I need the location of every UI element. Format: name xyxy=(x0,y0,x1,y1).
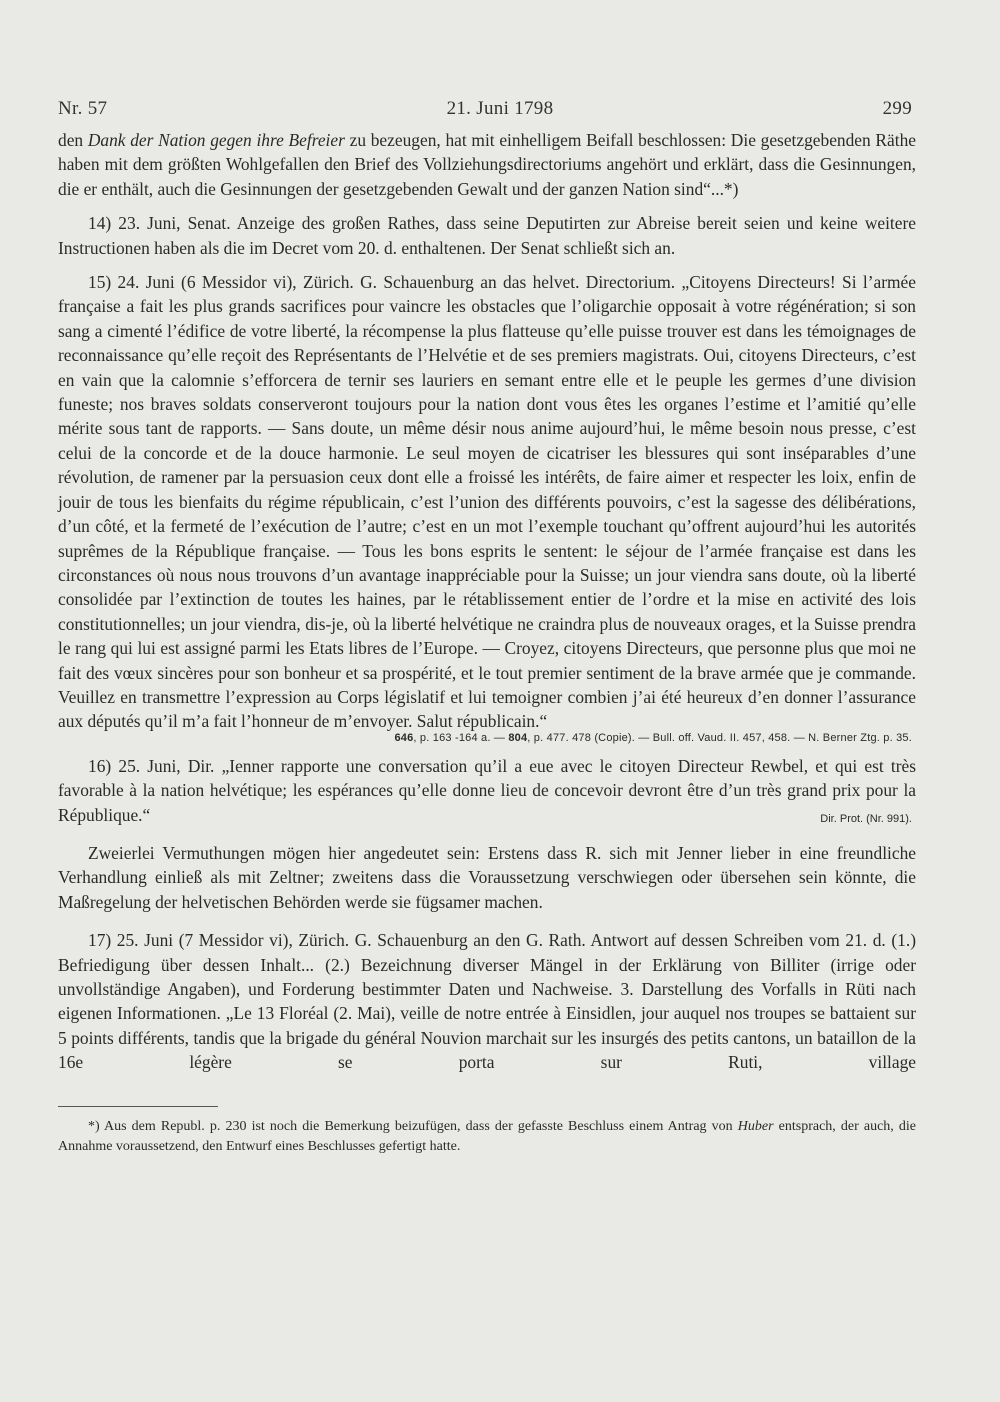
main-text xyxy=(58,128,916,1085)
text-run: *) Aus dem Republ. p. 230 ist noch die Bemerkung beizufügen, dass der gefasste Beschluss einem Antrag von xyxy=(88,1119,738,1134)
source-ref: , p. 163 -164 a. — xyxy=(413,731,509,744)
source-ref: 646 xyxy=(394,731,414,744)
italic-name: Huber xyxy=(737,1119,774,1134)
page-number: 299 xyxy=(882,98,912,119)
paragraph-continuation xyxy=(58,128,916,201)
entry-17: 17) 25. Juni (7 Messidor vi), Zürich. G. Schauenburg an den G. Rath. Antwort auf dessen Schreiben vom 21. d. (1.) Befriedigung über dessen Inhalt... (2.) Bezeichnung diverser Mängel in der Erklärung von Billiter (irrige oder unvollständige Angaben), und Forderung bestimmter Daten und Nachweise. 3. Darstellung des Vorfalls in Rüti nach eigenen Informationen. „Le 13 Floréal (2. Mai), veille de notre entrée à Einsidlen, jour auquel nos troupes se battaient sur 5 points différents, tandis que la brigade du général Nouvion marchait sur les insurgés des petits cantons, un bataillon de la 16e légère se porta sur Ruti, village xyxy=(58,930,916,1073)
entry-16 xyxy=(58,754,916,827)
page-date: 21. Juni 1798 xyxy=(446,98,554,119)
footnote-divider xyxy=(58,1106,218,1107)
footnote xyxy=(58,1117,916,1157)
entry-16-source: Dir. Prot. (Nr. 991). xyxy=(820,812,912,825)
text-run: den xyxy=(58,130,88,150)
text-run: zu bezeugen, hat mit einhelligem Beifall beschlossen: Die gesetzgebenden Räthe haben mit dem größten Wohlgefallen den Brief des Vollziehungsdirectoriums angehört und erklärt, dass die Gesinnungen, die er enthält, auch die Gesinnungen der gesetzgebenden Gewalt und der ganzen Nation sind“...*) xyxy=(58,130,916,199)
source-ref: , p. 477. 478 (Copie). — Bull. off. Vaud. II. 457, 458. — N. Berner Ztg. p. 35. xyxy=(527,731,912,744)
italic-phrase: Dank der Nation gegen ihre Befreier xyxy=(87,130,345,150)
commentary-paragraph: Zweierlei Vermuthungen mögen hier angedeutet sein: Erstens dass R. sich mit Jenner lieber in eine freundliche Verhandlung einließ als mit Zeltner; zweitens dass die Voraussetzung verschwiegen oder übersehen sein könnte, die Maßregelung der helvetischen Behörden werde sie fügsamer machen. xyxy=(58,842,916,912)
text-run: entsprach, der auch, die Annahme voraussetzend, den Entwurf eines Beschlusses gefertigt hatte. xyxy=(58,1119,916,1154)
source-ref: 804 xyxy=(508,731,528,744)
text-run: 16) 25. Juni, Dir. „Ienner rapporte une conversation qu’il a eue avec le citoyen Directeur Rewbel, et qui est très favorable à la nation helvétique; les espérances qu’elle donne lieu de concevoir devront être d’un très grand prix pour la République.“ xyxy=(58,755,916,825)
entry-14: 14) 23. Juni, Senat. Anzeige des großen Rathes, dass seine Deputirten zur Abreise bereit seien und keine weitere Instructionen haben als die im Decret vom 20. d. enthaltenen. Der Senat schließt sich an. xyxy=(58,213,916,258)
document-number: Nr. 57 xyxy=(58,98,108,119)
footnote-text xyxy=(58,1117,916,1157)
entry-15: 15) 24. Juni (6 Messidor vi), Zürich. G. Schauenburg an das helvet. Directorium. „Citoyens Directeurs! Si l’armée française a fait les plus grands sacrifices pour vaincre les obstacles que l’oligarchie opposait à votre régénération; si son sang a cimenté l’édifice de votre liberté, la récompense la plus flatteuse qu’elle puisse trouver est dans les témoignages de reconnaissance qu’elle reçoit des Représentants de l’Helvétie et de ses premiers magistrats. Oui, citoyens Directeurs, c’est en vain que la calomnie s’efforcera de ternir ses lauriers en semant entre elle et le peuple les germes d’une division funeste; nos braves soldats conserveront toujours pour la nation dont vous êtes les organes l’estime et l’amitié qu’elle mérite sous tant de rapports. — Sans doute, un même désir nous anime aujourd’hui, le même besoin nous presse, c’est celui de la concorde et de la douce harmonie. Le seul moyen de cicatriser les blessures qui sont inséparables d’une révolution, de ramener par la persuasion ceux dont elle a froissé les intérêts, de faire aimer et respecter les loix, enfin de jouir de tous les bienfaits du régime républicain, c’est l’union des différents pouvoirs, c’est la sagesse des délibérations, d’un côté, et la fermeté de l’exécution de l’autre; c’est en un mot l’exemple touchant qu’offrent aujourd’hui les autorités suprêmes de la République française. — Tous les bons esprits le sentent: le séjour de l’armée française est dans les circonstances où nous nous trouvons d’un avantage inappréciable pour la Suisse; un jour viendra sans doute, où la liberté consolidée par l’extinction de toutes les haines, par le rétablissement entier de l’ordre et la mise en activité des lois constitutionnelles; un jour viendra, dis-je, où la liberté helvétique ne craindra plus de nouveaux orages, et la Suisse prendra le rang qui lui est assigné parmi les Etats libres de l’Europe. — Croyez, citoyens Directeurs, que personne plus que moi ne fait des vœux sincères pour son bonheur et sa prospérité, et le tout premier sentiment de la brave armée que je commande. Veuillez en transmettre l’expression au Corps législatif et lui temoigner combien j’ai été heureux d’en donner l’assurance aux députés qu’il m’a fait l’honneur de m’envoyer. Salut républicain.“ xyxy=(58,272,916,732)
